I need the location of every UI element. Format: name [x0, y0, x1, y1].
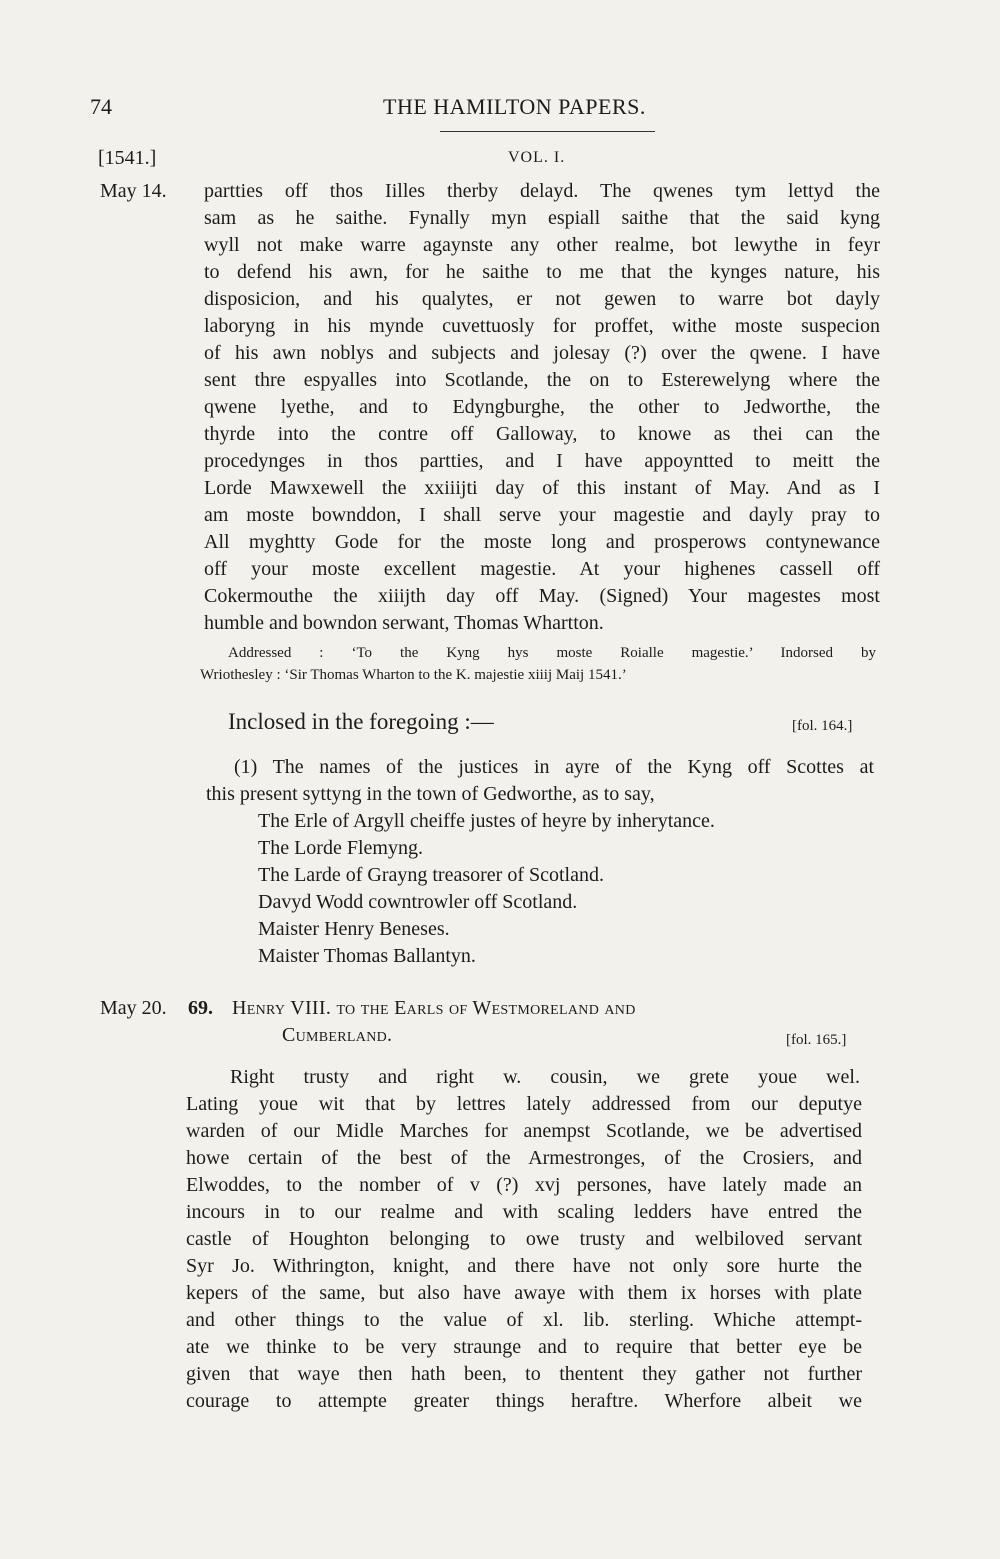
entry-number: 69. [188, 997, 213, 1019]
justice-name: Davyd Wodd cowntrowler off Scotland. [258, 891, 578, 913]
justice-name: The Larde of Grayng treasorer of Scotland. [258, 864, 604, 886]
letter-line: and other things to the value of xl. lib. sterling. Whiche attempt- [186, 1309, 862, 1331]
text-line: am moste bownddon, I shall serve your magestie and dayly pray to [204, 504, 880, 526]
text-line: partties off thos Iilles therby delayd. The qwenes tym lettyd the [204, 180, 880, 202]
text-line: Cokermouthe the xiiijth day off May. (Signed) Your magestes most [204, 585, 880, 607]
text-line: wyll not make warre agaynste any other realme, bot lewythe in feyr [204, 234, 880, 256]
justice-name: The Lorde Flemyng. [258, 837, 423, 859]
letter-line: ate we thinke to be very straunge and to require that better eye be [186, 1336, 862, 1358]
letter-line: courage to attempte greater things heraftre. Wherfore albeit we [186, 1390, 862, 1412]
title-rule [440, 131, 655, 132]
letter-line: incours in to our realme and with scaling ledders have entred the [186, 1201, 862, 1223]
folio-ref-164: [fol. 164.] [792, 718, 853, 734]
text-line: qwene lyethe, and to Edyngburghe, the other to Jedworthe, the [204, 396, 880, 418]
letter-line: kepers of the same, but also have awaye with them ix horses with plate [186, 1282, 862, 1304]
text-line: procedynges in thos partties, and I have appoyntted to meitt the [204, 450, 880, 472]
letter-line: given that waye then hath been, to thentent they gather not further [186, 1363, 862, 1385]
text-line: All myghtty Gode for the moste long and prosperows contynewance [204, 531, 880, 553]
text-line: laboryng in his mynde cuvettuosly for proffet, withe moste suspecion [204, 315, 880, 337]
letter-line: castle of Houghton belonging to owe trusty and welbiloved servant [186, 1228, 862, 1250]
letter-line: Right trusty and right w. cousin, we grete youe wel. [230, 1066, 860, 1088]
running-title: THE HAMILTON PAPERS. [383, 94, 646, 119]
text-line: thyrde into the contre off Galloway, to knowe as thei can the [204, 423, 880, 445]
page-number: 74 [90, 94, 112, 119]
inclosure-intro-line: (1) The names of the justices in ayre of the Kyng off Scottes at [234, 756, 874, 778]
text-line: sent thre espyalles into Scotlande, the on to Esterewelyng where the [204, 369, 880, 391]
text-line: humble and bowndon serwant, Thomas Whartton. [204, 612, 604, 634]
margin-date-may-20: May 20. [100, 997, 167, 1019]
addressed-note: Addressed : ‘To the Kyng hys moste Roialle magestie.’ Indorsed by [228, 645, 876, 661]
letter-line: warden of our Midle Marches for anempst Scotlande, we be advertised [186, 1120, 862, 1142]
entry-heading-line2: Cumberland. [282, 1024, 393, 1046]
inclosure-intro-line: this present syttyng in the town of Gedworthe, as to say, [206, 783, 655, 805]
justice-name: Maister Thomas Ballantyn. [258, 945, 476, 967]
indorsed-note: Wriothesley : ‘Sir Thomas Wharton to the K. majestie xiiij Maij 1541.’ [200, 667, 627, 683]
justice-name: The Erle of Argyll cheiffe justes of heyre by inherytance. [258, 810, 715, 832]
text-line: off your moste excellent magestie. At your highenes cassell off [204, 558, 880, 580]
text-line: Lorde Mawxewell the xxiiijti day of this instant of May. And as I [204, 477, 880, 499]
text-line: of his awn noblys and subjects and jolesay (?) over the qwene. I have [204, 342, 880, 364]
text-line: sam as he saithe. Fynally myn espiall saithe that the said kyng [204, 207, 880, 229]
letter-line: Syr Jo. Withrington, knight, and there have not only sore hurte the [186, 1255, 862, 1277]
text-line: to defend his awn, for he saithe to me that the kynges nature, his [204, 261, 880, 283]
margin-date-may-14: May 14. [100, 180, 167, 202]
letter-line: Elwoddes, to the nomber of v (?) xvj persones, have lately made an [186, 1174, 862, 1196]
justice-name: Maister Henry Beneses. [258, 918, 450, 940]
year-marker: [1541.] [98, 147, 157, 169]
entry-heading-line1: Henry VIII. to the Earls of Westmoreland and [232, 997, 636, 1019]
text-line: disposicion, and his qualytes, er not gewen to warre bot dayly [204, 288, 880, 310]
volume-marker: VOL. I. [508, 149, 566, 166]
letter-line: Lating youe wit that by lettres lately addressed from our deputye [186, 1093, 862, 1115]
folio-ref-165: [fol. 165.] [786, 1032, 847, 1048]
letter-line: howe certain of the best of the Armestronges, of the Crosiers, and [186, 1147, 862, 1169]
inclosure-heading: Inclosed in the foregoing :— [228, 709, 494, 734]
